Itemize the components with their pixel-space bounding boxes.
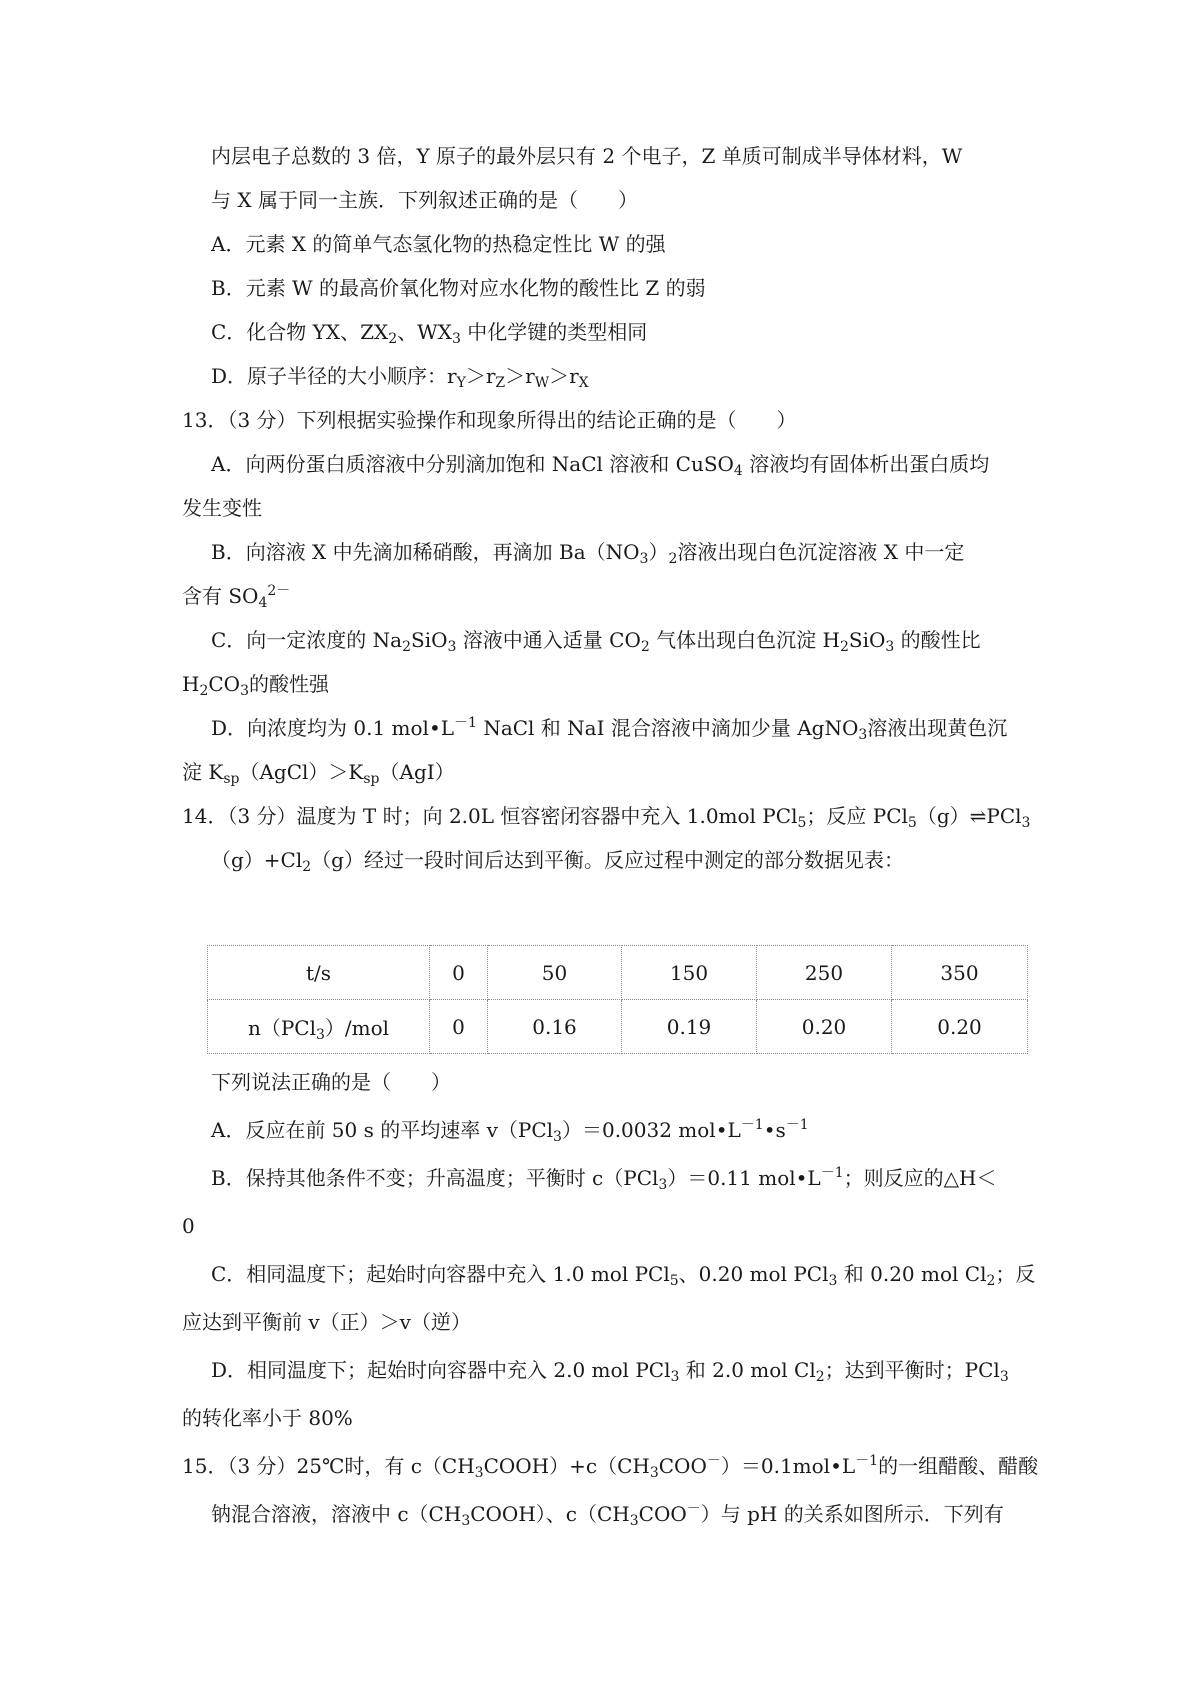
q14-prompt: 下列说法正确的是（ ）	[211, 1070, 451, 1094]
q13-option-c-cont: $H_2CO_3$的酸性强	[182, 672, 329, 699]
table-cell: 0	[430, 946, 488, 1000]
q13-option-d: D．向浓度均为 0.1 $mol•L^{-1}$ NaCl 和 NaI 混合溶液中滴加少量 AgNO$_3$溶液出现黄色沉	[211, 715, 1008, 743]
q14-stem: 14．（3 分）温度为 T 时；向 2.0L 恒容密闭容器中充入 1.0mol PCl$_5$；反应 PCl$_5$（g）⇌PCl$_3$	[182, 804, 1031, 831]
q14-stem-line2: $(g)+Cl_2(g)$经过一段时间后达到平衡。反应过程中测定的部分数据见表：	[211, 848, 904, 875]
q15-stem: 15．（3 分）25℃时，有 $c(CH_3COOH)+c(CH_3COO^-)=0.1mol•L^{-1}$的一组醋酸、醋酸	[182, 1453, 1039, 1481]
table-row	[208, 946, 1028, 1000]
q14-option-b-cont: 0	[182, 1214, 195, 1238]
q14-option-d-cont: 的转化率小于 80%	[182, 1406, 353, 1430]
q12-option-c: C．化合物 YX、$ZX_2$、$WX_3$ 中化学键的类型相同	[211, 320, 648, 347]
q12-option-b: B．元素 W 的最高价氧化物对应水化物的酸性比 Z 的弱	[211, 276, 706, 300]
q14-data-table	[207, 945, 1028, 1054]
table-cell: 150	[622, 946, 757, 1000]
q13-option-b-cont: 含有 $SO_4^{2-}$	[182, 583, 291, 611]
table-cell: 0.20	[892, 1000, 1028, 1054]
q13-option-b: B．向溶液 X 中先滴加稀硝酸，再滴加 $Ba(NO_3)_2$溶液出现白色沉淀溶液 X 中一定	[211, 540, 965, 567]
table-header-cell: t/s	[208, 946, 430, 1000]
q13-option-d-cont: 淀 $K_{sp}(AgCl)>K_{sp}(AgI)$	[182, 760, 455, 787]
q12-stem-line2: 与 X 属于同一主族．下列叙述正确的是（ ）	[211, 188, 638, 212]
table-row	[208, 1000, 1028, 1054]
table-cell: 0	[430, 1000, 488, 1054]
q12-option-a: A．元素 X 的简单气态氢化物的热稳定性比 W 的强	[211, 232, 666, 256]
q14-option-a: A．反应在前 50 s 的平均速率 v（PCl$_3$）＝0.0032 $mol•L^{-1}•s^{-1}$	[211, 1117, 809, 1145]
q13-option-a: A．向两份蛋白质溶液中分别滴加饱和 NaCl 溶液和 CuSO$_4$ 溶液均有固体析出蛋白质均	[211, 452, 990, 479]
q12-option-d: D．原子半径的大小顺序：$r_Y>r_Z>r_W>r_X$	[211, 364, 589, 391]
table-header-cell: n（PCl$_3$）/mol	[208, 1000, 430, 1054]
table-cell: 0.16	[488, 1000, 622, 1054]
q14-option-c: C．相同温度下；起始时向容器中充入 1.0 mol PCl$_5$、0.20 mol PCl$_3$ 和 0.20 mol $Cl_2$；反	[211, 1262, 1036, 1289]
q14-option-c-cont: 应达到平衡前 v（正）＞v（逆）	[182, 1310, 471, 1334]
q13-stem: 13．（3 分）下列根据实验操作和现象所得出的结论正确的是（ ）	[182, 408, 797, 432]
table-cell: 50	[488, 946, 622, 1000]
q12-stem-line1: 内层电子总数的 3 倍，Y 原子的最外层只有 2 个电子，Z 单质可制成半导体材料，W	[211, 144, 963, 168]
q13-option-c: C．向一定浓度的 $Na_2SiO_3$ 溶液中通入适量 $CO_2$ 气体出现白色沉淀 $H_2SiO_3$ 的酸性比	[211, 628, 981, 655]
table-cell: 350	[892, 946, 1028, 1000]
q13-option-a-cont: 发生变性	[182, 496, 262, 520]
q15-stem-line2: 钠混合溶液，溶液中 $c(CH_3COOH)$、$c(CH_3COO^-)$与 pH 的关系如图所示．下列有	[211, 1501, 1004, 1529]
q14-option-b: B．保持其他条件不变；升高温度；平衡时 c（PCl$_3$）＝0.11 $mol•L^{-1}$；则反应的△H＜	[211, 1165, 997, 1193]
q14-option-d: D．相同温度下；起始时向容器中充入 2.0 mol PCl$_3$ 和 2.0 mol $Cl_2$；达到平衡时；PCl$_3$	[211, 1358, 1009, 1385]
table-cell: 0.20	[757, 1000, 892, 1054]
table-cell: 250	[757, 946, 892, 1000]
table-cell: 0.19	[622, 1000, 757, 1054]
